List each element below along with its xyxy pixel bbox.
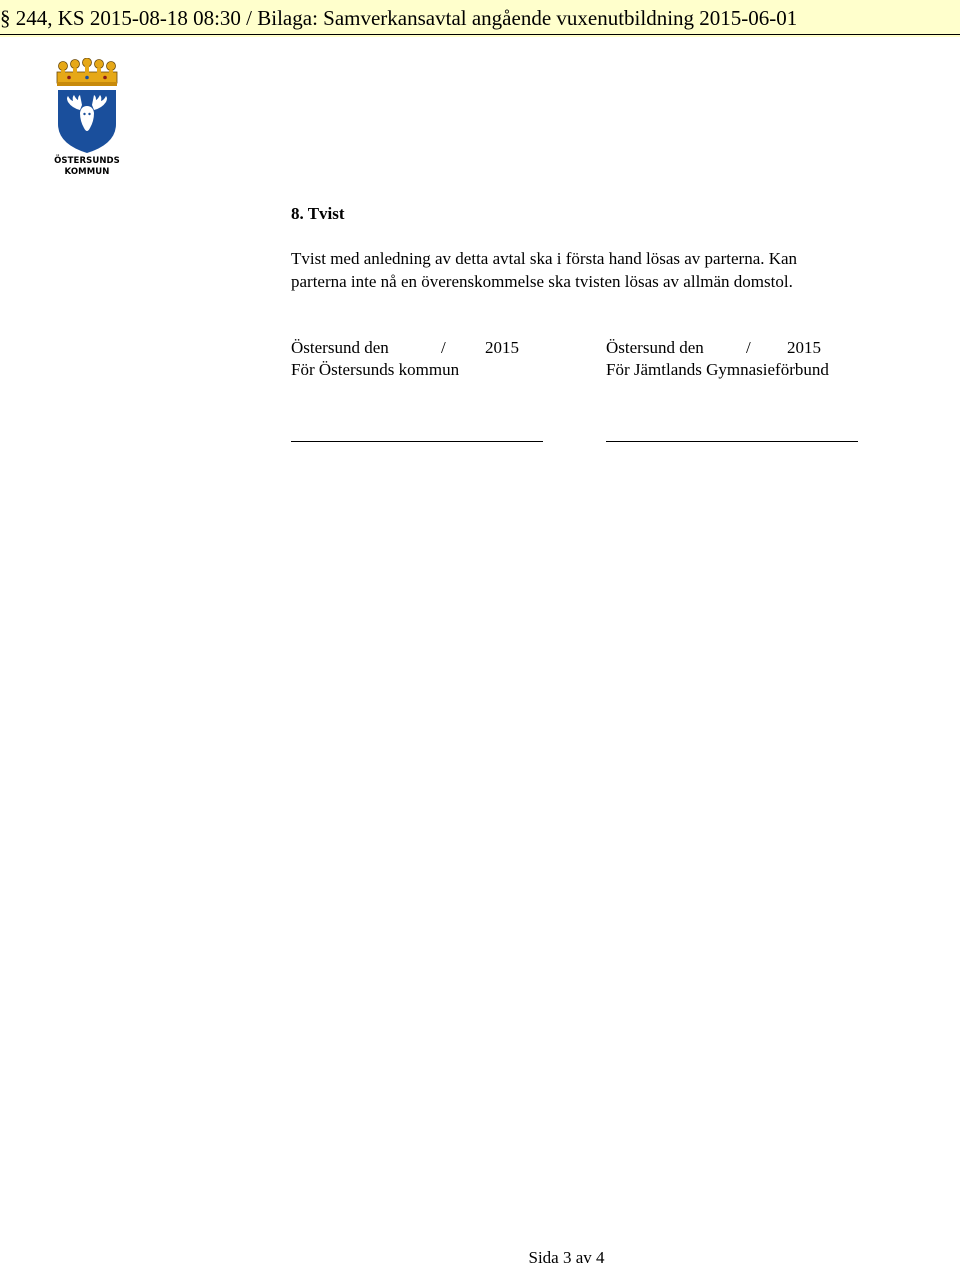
crown-icon <box>57 58 117 86</box>
paragraph-line: parterna inte nå en överenskommelse ska tvisten lösas av allmän domstol. <box>291 272 793 291</box>
shield-icon <box>58 90 116 153</box>
signature-left-party: För Östersunds kommun <box>291 360 460 379</box>
signature-line-left <box>291 441 543 442</box>
signature-right-place: Östersund den <box>606 338 704 357</box>
header-divider <box>0 34 960 35</box>
signature-left-year: 2015 <box>485 338 519 357</box>
logo-text-line2: KOMMUN <box>64 167 110 177</box>
page-number: Sida 3 av 4 <box>528 1248 605 1267</box>
section-title: 8. Tvist <box>291 204 345 223</box>
document-header <box>0 4 797 32</box>
logo-text-line1: ÖSTERSUNDS <box>54 156 120 166</box>
signature-left-place: Östersund den <box>291 338 389 357</box>
paragraph-line: Tvist med anledning av detta avtal ska i första hand lösas av parterna. Kan <box>291 249 798 268</box>
signature-line-right <box>606 441 858 442</box>
section-symbol: § <box>0 6 11 30</box>
header-title: 244, KS 2015-08-18 08:30 / Bilaga: Samverkansavtal angående vuxenutbildning 2015-06-01 <box>15 6 798 30</box>
signature-right-party: För Jämtlands Gymnasieförbund <box>606 360 829 379</box>
signature-right-slash: / <box>746 338 751 357</box>
signature-right-year: 2015 <box>787 338 821 357</box>
signature-left-slash: / <box>441 338 446 357</box>
coat-of-arms-icon <box>54 58 120 154</box>
